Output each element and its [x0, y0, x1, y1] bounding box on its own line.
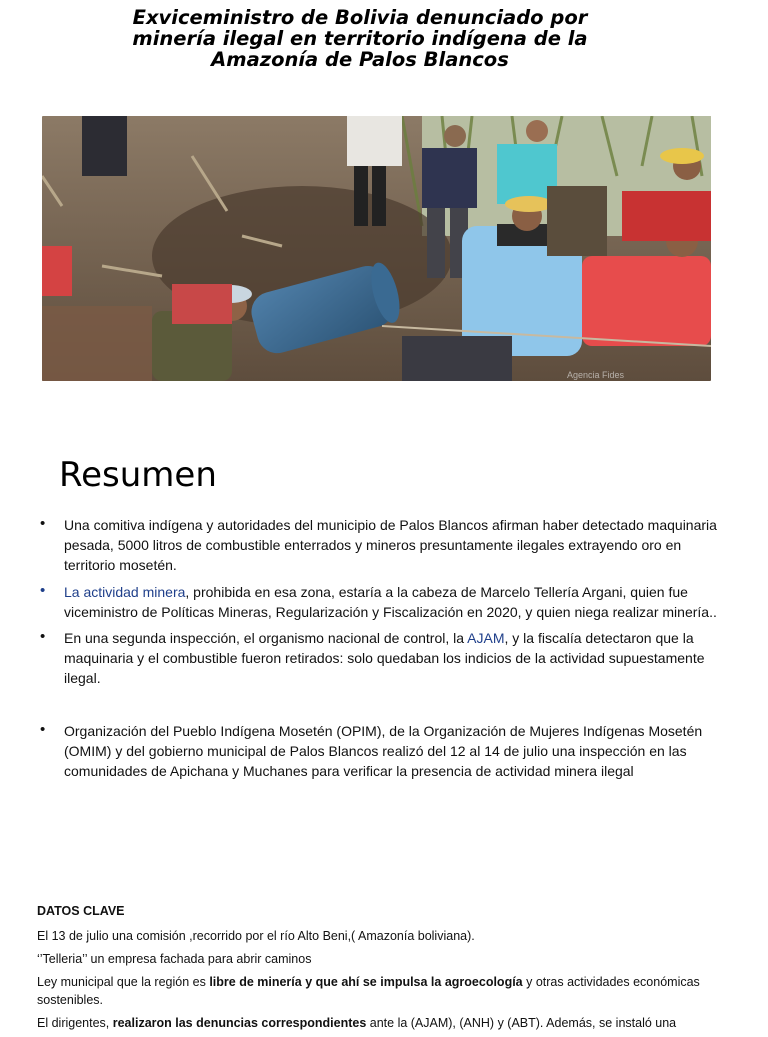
summary-item: • En una segunda inspección, el organismo nacional de control, la AJAM, y la fiscalía detectaron que la maquinaria y el combustible fueron retirados: solo quedaban los indicios de la actividad supuestamente ilegal. — [40, 628, 705, 687]
key-fact: El 13 de julio una comisión ,recorrido por el río Alto Beni,( Amazonía boliviana). — [37, 929, 475, 943]
summary-item: • Organización del Pueblo Indígena Mosetén (OPIM), de la Organización de Mujeres Indígenas Mosetén (OMIM) y del gobierno municipal de Palos Blancos realizó del 12 al 14 de julio una inspección en las comunidades de Apichana y Muchanes para verificar la presencia de actividad minera ilegal — [40, 720, 703, 780]
bullet-icon: • — [40, 581, 46, 599]
article-photo — [42, 116, 711, 381]
link-actividad-minera[interactable]: La actividad minera — [64, 583, 186, 600]
summary-heading: Resumen — [59, 455, 217, 495]
key-fact: ‘’Telleria’’ un empresa fachada para abrir caminos — [37, 952, 312, 966]
link-ajam[interactable]: AJAM — [467, 630, 505, 647]
key-fact: El dirigentes, realizaron las denuncias correspondientes ante la (AJAM), (ANH) y (ABT). Además, se instaló una — [37, 1016, 677, 1030]
bullet-icon: • — [40, 515, 46, 532]
bullet-icon: • — [40, 720, 46, 738]
bullet-icon: • — [40, 628, 46, 646]
key-fact: Ley municipal que la región es libre de minería y que ahí se impulsa la agroecología y otras actividades económicas sostenibles. — [37, 975, 700, 1007]
summary-list — [38, 515, 718, 781]
photo-watermark: Agencia Fides — [567, 370, 625, 380]
article-title: Exviceministro de Bolivia denunciado por minería ilegal en territorio indígena de la Amazonía de Palos Blancos — [132, 6, 588, 71]
summary-item: • Una comitiva indígena y autoridades del municipio de Palos Blancos afirman haber detectado maquinaria pesada, 5000 litros de combustible enterrados y mineros presuntamente ilegales extrayendo oro en territorio mosetén. — [40, 515, 717, 574]
key-facts — [37, 902, 727, 1037]
summary-item: • La actividad minera, prohibida en esa zona, estaría a la cabeza de Marcelo Tellería Argani, quien fue viceministro de Políticas Mineras, Regularización y Fiscalización en 2020, y quien niega realizar minería.. — [40, 581, 717, 620]
key-facts-heading: DATOS CLAVE — [37, 904, 125, 918]
